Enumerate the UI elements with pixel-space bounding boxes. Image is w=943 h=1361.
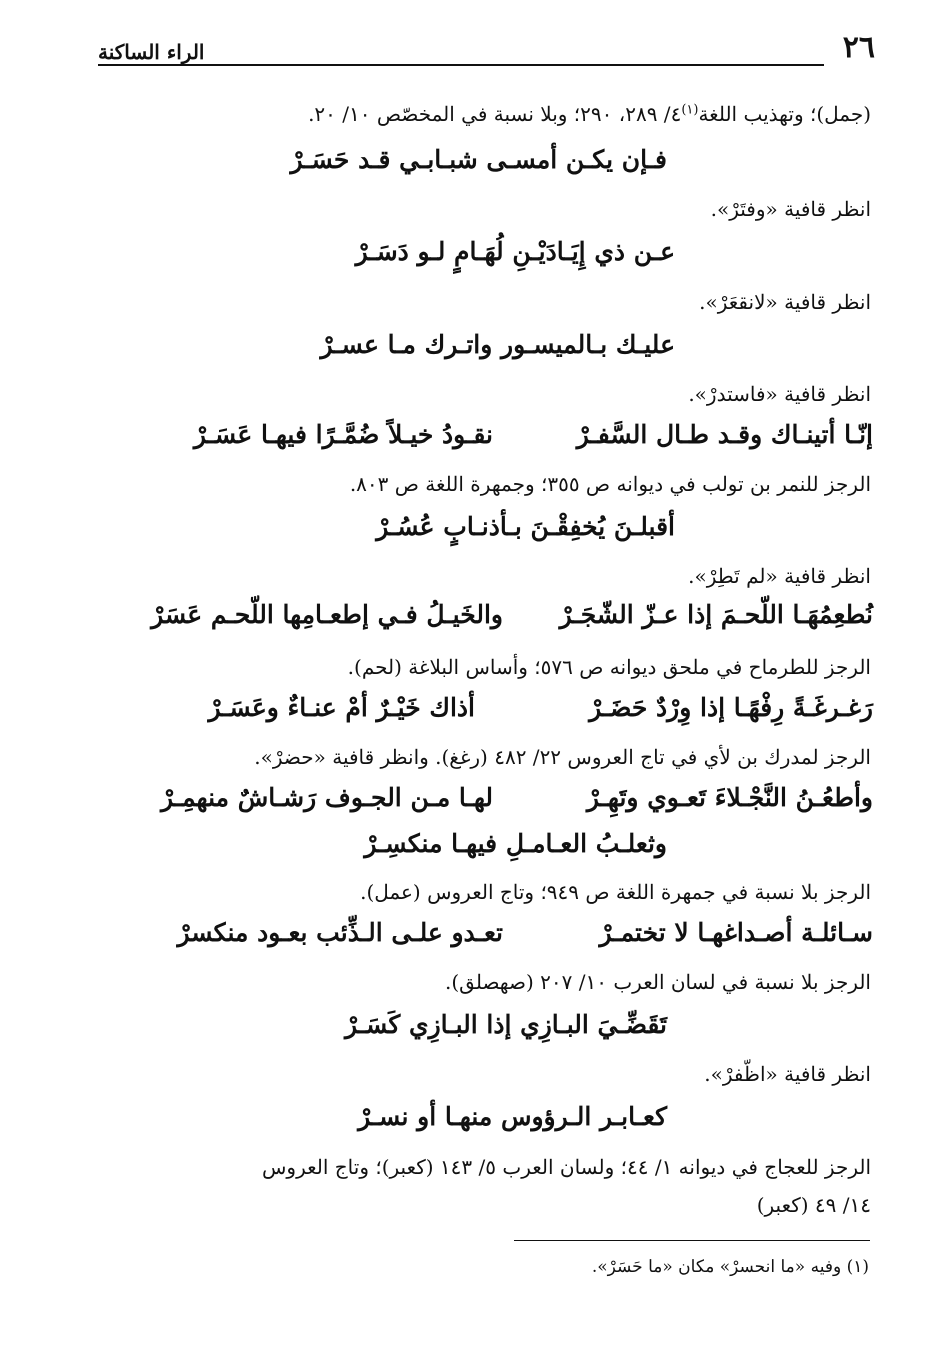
header-rule	[98, 64, 824, 66]
page-number: ٢٦	[842, 30, 875, 65]
verse-first-hemistich: نُطعِمُهَـا اللّحـمَ إذا عـزّ الشّجَـرْ	[559, 600, 873, 629]
verse-line: أقبلـنَ يُخفِقْـنَ بـأذنـابٍ عُسُـرْ	[376, 512, 675, 541]
verse-second-hemistich: تعـدو علـى الـذِّئب بعـود منكسرْ	[177, 918, 503, 947]
prose-line	[308, 102, 871, 126]
footnote-marker: (١)	[681, 102, 699, 118]
verse-first-hemistich: وأطعُـنُ النَّجْـلاءَ تَعـوي وتَهِـرْ	[586, 783, 873, 812]
verse-line: عليـك بـالميسـور واتـرك مـا عسـرْ	[320, 330, 675, 359]
verse-second-hemistich: والخَيـلُ فـي إطعـامِها اللّحـم عَسَرْ	[151, 600, 503, 629]
verse-second-hemistich: نقـودُ خيـلاً ضُمَّـرًا فيهـا عَسَـرْ	[193, 420, 493, 449]
prose-line: انظر قافية «وفتَرْ».	[710, 197, 871, 221]
prose-line: انظر قافية «فاستدرْ».	[688, 382, 871, 406]
prose-line: الرجز لمدرك بن لأي في تاج العروس ٢٢/ ٤٨٢ (رغغ). وانظر قافية «حضرْ».	[254, 745, 871, 769]
prose-line: انظر قافية «لم تَطِرْ».	[688, 564, 871, 588]
prose-line: الرجز للعجاج في ديوانه ١/ ٤٤؛ ولسان العرب ٥/ ١٤٣ (كعبر)؛ وتاج العروس	[262, 1155, 871, 1179]
prose-text: ٤/ ٢٨٩، ٢٩٠؛ وبلا نسبة في المخصّص ١٠/ ٢٠.	[308, 102, 682, 126]
verse-line: عـن ذي إِيَـادَيْـنِ لُهَـامٍ لـو دَسَـرْ	[355, 237, 675, 266]
prose-line: ١٤/ ٤٩ (كعبر)	[756, 1193, 871, 1217]
running-title: الراء الساكنة	[98, 40, 205, 64]
verse-first-hemistich: رَغـرغَـةً رِفْهًـا إذا وِرْدٌ حَضَـرْ	[589, 693, 873, 722]
verse-line: فـإن يكـن أمسـى شبـابـي قـد حَسَـرْ	[290, 145, 667, 174]
prose-line: الرجز بلا نسبة في جمهرة اللغة ص ٩٤٩؛ وتاج العروس (عمل).	[360, 880, 871, 904]
prose-line: الرجز للنمر بن تولب في ديوانه ص ٣٥٥؛ وجمهرة اللغة ص ٨٠٣.	[349, 472, 871, 496]
verse-first-hemistich: سـائلـة أصـداغهـا لا تختمـرْ	[599, 918, 873, 947]
verse-line: كعـابـر الـرؤوس منهـا أو نسـرْ	[358, 1102, 667, 1131]
prose-line: انظر قافية «اظّفرْ».	[704, 1062, 871, 1086]
footnote-rule	[514, 1240, 870, 1241]
verse-first-hemistich: إنّـا أتينـاك وقـد طـال السَّفـرْ	[576, 420, 873, 449]
verse-line: وثعلـبُ العـامـلِ فيهـا منكسِـرْ	[364, 829, 667, 858]
verse-second-hemistich: أذاك خَيْـرٌ أمْ عنـاءٌ وعَسَـرْ	[208, 693, 475, 722]
verse-second-hemistich: لهـا مـن الجـوف رَشـاشٌ منهمِـرْ	[160, 783, 493, 812]
prose-line: الرجز للطرماح في ملحق ديوانه ص ٥٧٦؛ وأساس البلاغة (لحم).	[347, 655, 871, 679]
prose-line: انظر قافية «لانقعَرْ».	[699, 290, 871, 314]
prose-line: الرجز بلا نسبة في لسان العرب ١٠/ ٢٠٧ (صهصلق).	[444, 970, 871, 994]
verse-line: تَقَضِّـيَ البـازِي إذا البـازِي كَسَـرْ	[345, 1010, 667, 1039]
prose-text: (جمل)؛ وتهذيب اللغة	[698, 102, 871, 126]
footnote: (١) وفيه «ما انحسرْ» مكان «ما حَسَرْ».	[591, 1257, 869, 1277]
